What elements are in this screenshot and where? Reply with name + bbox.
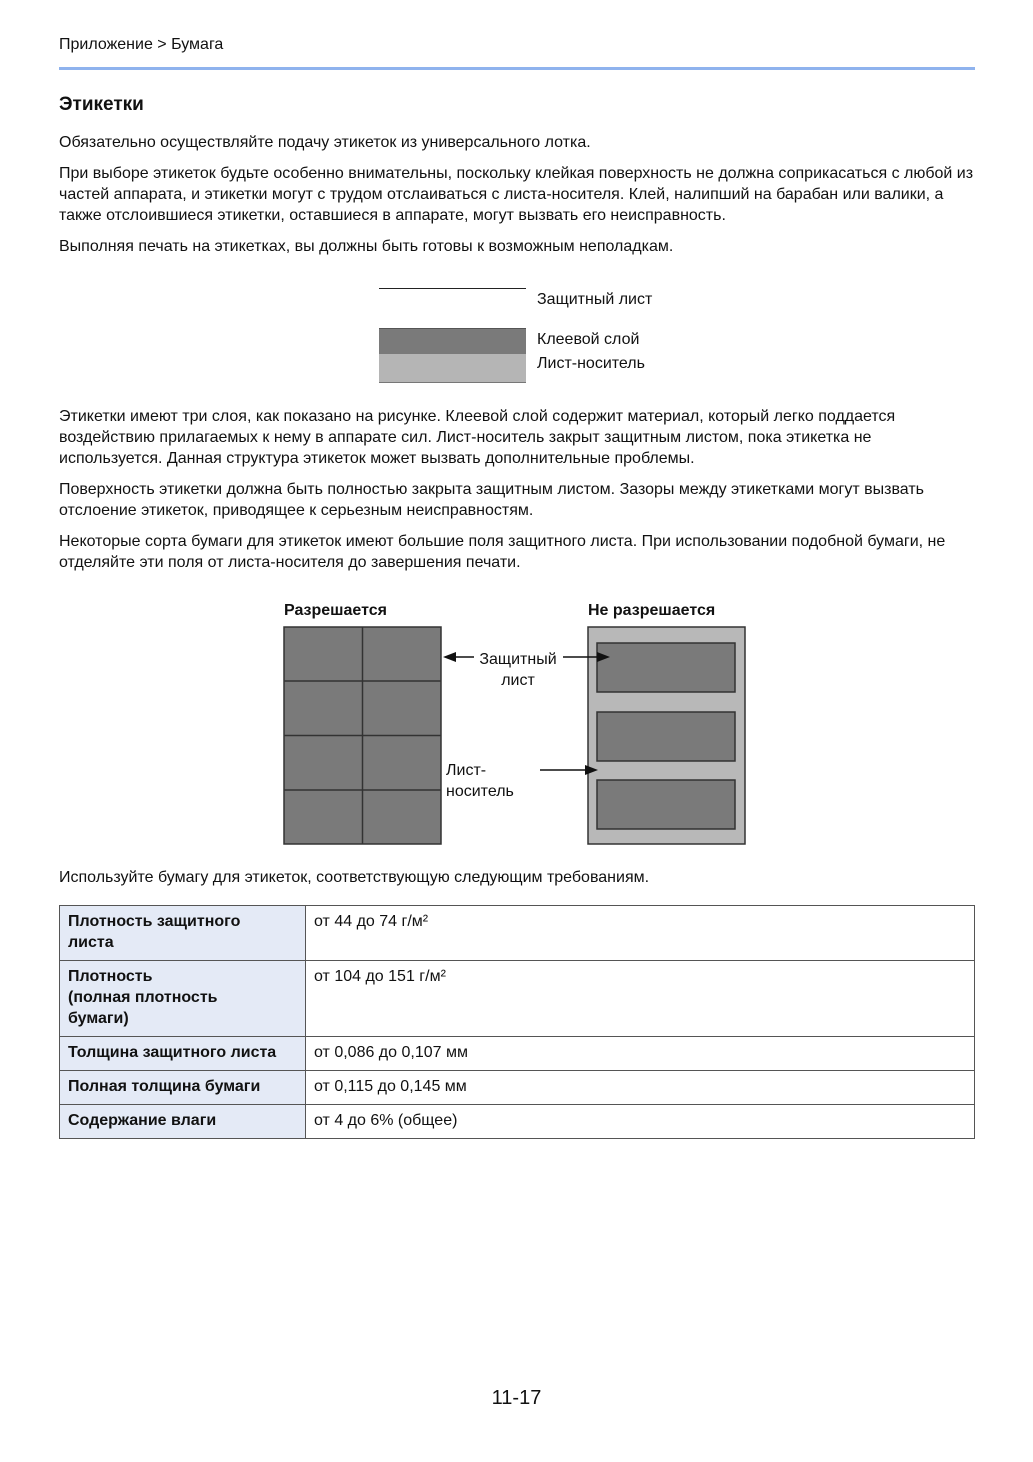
carrier-sheet-label: Лист-носитель <box>537 355 645 372</box>
spec-name-line: Толщина защитного листа <box>68 1044 277 1061</box>
carrier-callout-line2: носитель <box>446 783 514 800</box>
spec-name-line: бумаги) <box>68 1010 129 1027</box>
table-row <box>60 1071 975 1105</box>
spec-value: от 4 до 6% (общее) <box>306 1105 975 1139</box>
paragraph-feed-tray: Обязательно осуществляйте подачу этикеток из универсального лотка. <box>59 134 591 151</box>
protective-sheet-label: Защитный лист <box>537 291 653 308</box>
paragraph-caution: При выборе этикеток будьте особенно внимательны, поскольку клейкая поверхность не должна соприкасаться с любой из частей аппарата, и этикетки могут с трудом отслаиваться с листа-носителя. Клей, налипший на барабан или валики, а также отслоившиеся этикетки, оставшиеся в аппарате, могут вызвать его неисправность. <box>59 165 974 224</box>
protective-callout-line2: лист <box>501 672 535 689</box>
spec-name-line: Полная толщина бумаги <box>68 1078 261 1095</box>
carrier-sheet-callout <box>446 760 514 802</box>
protective-callout-line1: Защитный <box>479 651 557 668</box>
spec-name <box>60 1037 306 1071</box>
spec-name-line: Плотность защитного <box>68 913 241 930</box>
table-row <box>60 1105 975 1139</box>
spec-name-line: Плотность <box>68 968 153 985</box>
paragraph-requirements: Используйте бумагу для этикеток, соответствующую следующим требованиям. <box>59 869 650 886</box>
page-number: 11-17 <box>491 1387 542 1409</box>
section-title: Этикетки <box>59 94 144 115</box>
paragraph-margins: Некоторые сорта бумаги для этикеток имеют большие поля защитного листа. При использовании подобной бумаги, не отделяйте эти поля от листа-носителя до завершения печати. <box>59 533 946 571</box>
spec-value: от 44 до 74 г/м² <box>306 906 975 961</box>
spec-value: от 0,086 до 0,107 мм <box>306 1037 975 1071</box>
spec-name <box>60 1071 306 1105</box>
table-row <box>60 1037 975 1071</box>
allowed-heading: Разрешается <box>284 602 387 619</box>
paragraph-three-layers: Этикетки имеют три слоя, как показано на рисунке. Клеевой слой содержит материал, который легко поддается воздействию прилагаемых к нему в аппарате сил. Лист-носитель закрыт защитным листом, пока этикетка не используется. Данная структура этикеток может вызвать дополнительные проблемы. <box>59 408 896 467</box>
spec-name-line: Содержание влаги <box>68 1112 217 1129</box>
paragraph-expect-problems: Выполняя печать на этикетках, вы должны быть готовы к возможным неполадкам. <box>59 238 674 255</box>
spec-value: от 104 до 151 г/м² <box>306 961 975 1037</box>
spec-name <box>60 906 306 961</box>
breadcrumb: Приложение > Бумага <box>59 36 224 53</box>
spec-name <box>60 1105 306 1139</box>
protective-sheet-callout <box>470 649 566 691</box>
label-requirements-table <box>59 905 975 1139</box>
table-row <box>60 961 975 1037</box>
spec-name-line: (полная плотность <box>68 989 218 1006</box>
adhesive-layer-label: Клеевой слой <box>537 331 640 348</box>
not-allowed-heading: Не разрешается <box>588 602 716 619</box>
not-allowed-sheet <box>588 627 745 844</box>
spec-name-line: листа <box>68 934 114 951</box>
table-row <box>60 906 975 961</box>
paragraph-surface-coverage: Поверхность этикетки должна быть полностью закрыта защитным листом. Зазоры между этикетками могут вызвать отслоение этикеток, приводящее к серьезным неисправностям. <box>59 481 925 519</box>
allowed-sheet <box>284 627 441 844</box>
spec-value: от 0,115 до 0,145 мм <box>306 1071 975 1105</box>
carrier-callout-line1: Лист- <box>446 762 487 779</box>
spec-name <box>60 961 306 1037</box>
